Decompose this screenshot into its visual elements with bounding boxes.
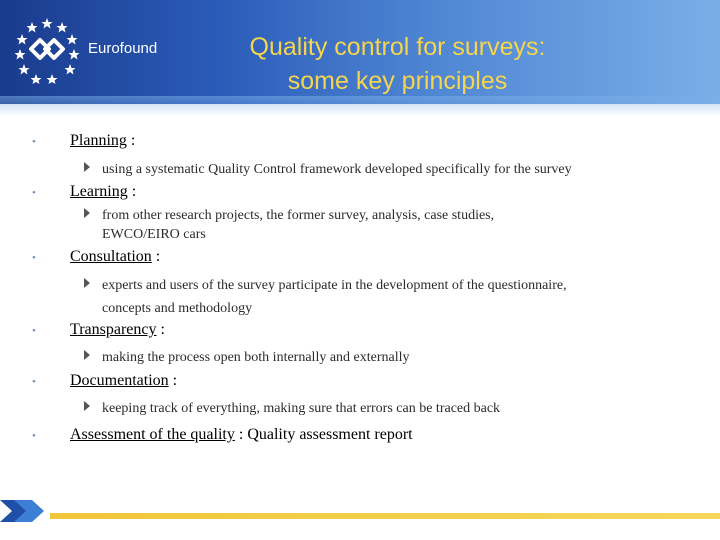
title-line-2: some key principles: [287, 67, 508, 95]
item-label: Planning: [70, 132, 127, 149]
bullet-item-assessment: [70, 426, 413, 444]
arrow-right-icon: [0, 494, 50, 528]
header-fade: [0, 96, 720, 116]
bullet-item-transparency: [70, 321, 165, 339]
slide-title: [150, 30, 645, 98]
item-label: Learning: [70, 183, 128, 200]
item-suffix: :: [126, 132, 136, 149]
triangle-arrow-icon: [84, 208, 90, 218]
bullet-item-planning: [70, 132, 135, 150]
footer-line: [50, 513, 720, 519]
sub-item: keeping track of everything, making sure that errors can be traced back: [84, 399, 684, 418]
triangle-arrow-icon: [84, 401, 90, 411]
item-suffix: : Quality assessment report: [234, 426, 413, 443]
item-suffix: :: [127, 183, 137, 200]
item-label: Assessment of the quality: [70, 426, 235, 443]
bullet-item-consultation: [70, 248, 160, 266]
sub-item: using a systematic Quality Control framework developed specifically for the survey: [84, 160, 684, 179]
triangle-arrow-icon: [84, 350, 90, 360]
bullet-dot: •: [32, 187, 36, 199]
bullet-item-learning: [70, 183, 136, 201]
bullet-item-documentation: [70, 372, 177, 390]
bullet-dot: •: [32, 430, 36, 442]
item-suffix: :: [156, 321, 165, 338]
bullet-dot: •: [32, 325, 36, 337]
bullet-dot: •: [32, 136, 36, 148]
bullet-dot: •: [32, 252, 36, 264]
eurofound-logo-icon: [12, 14, 82, 84]
sub-item: making the process open both internally and externally: [84, 348, 684, 367]
sub-item: experts and users of the survey participate in the development of the questionnaire, concepts and methodology: [84, 274, 684, 320]
triangle-arrow-icon: [84, 162, 90, 172]
bullet-dot: •: [32, 376, 36, 388]
title-line-1: Quality control for surveys:: [249, 33, 546, 61]
item-label: Consultation: [70, 248, 152, 265]
item-label: Documentation: [70, 372, 169, 389]
item-suffix: :: [151, 248, 161, 265]
item-suffix: :: [168, 372, 178, 389]
item-label: Transparency: [70, 321, 157, 338]
sub-item: from other research projects, the former survey, analysis, case studies, EWCO/EIRO cars: [84, 206, 624, 244]
triangle-arrow-icon: [84, 278, 90, 288]
logo-text: Eurofound: [88, 40, 158, 57]
